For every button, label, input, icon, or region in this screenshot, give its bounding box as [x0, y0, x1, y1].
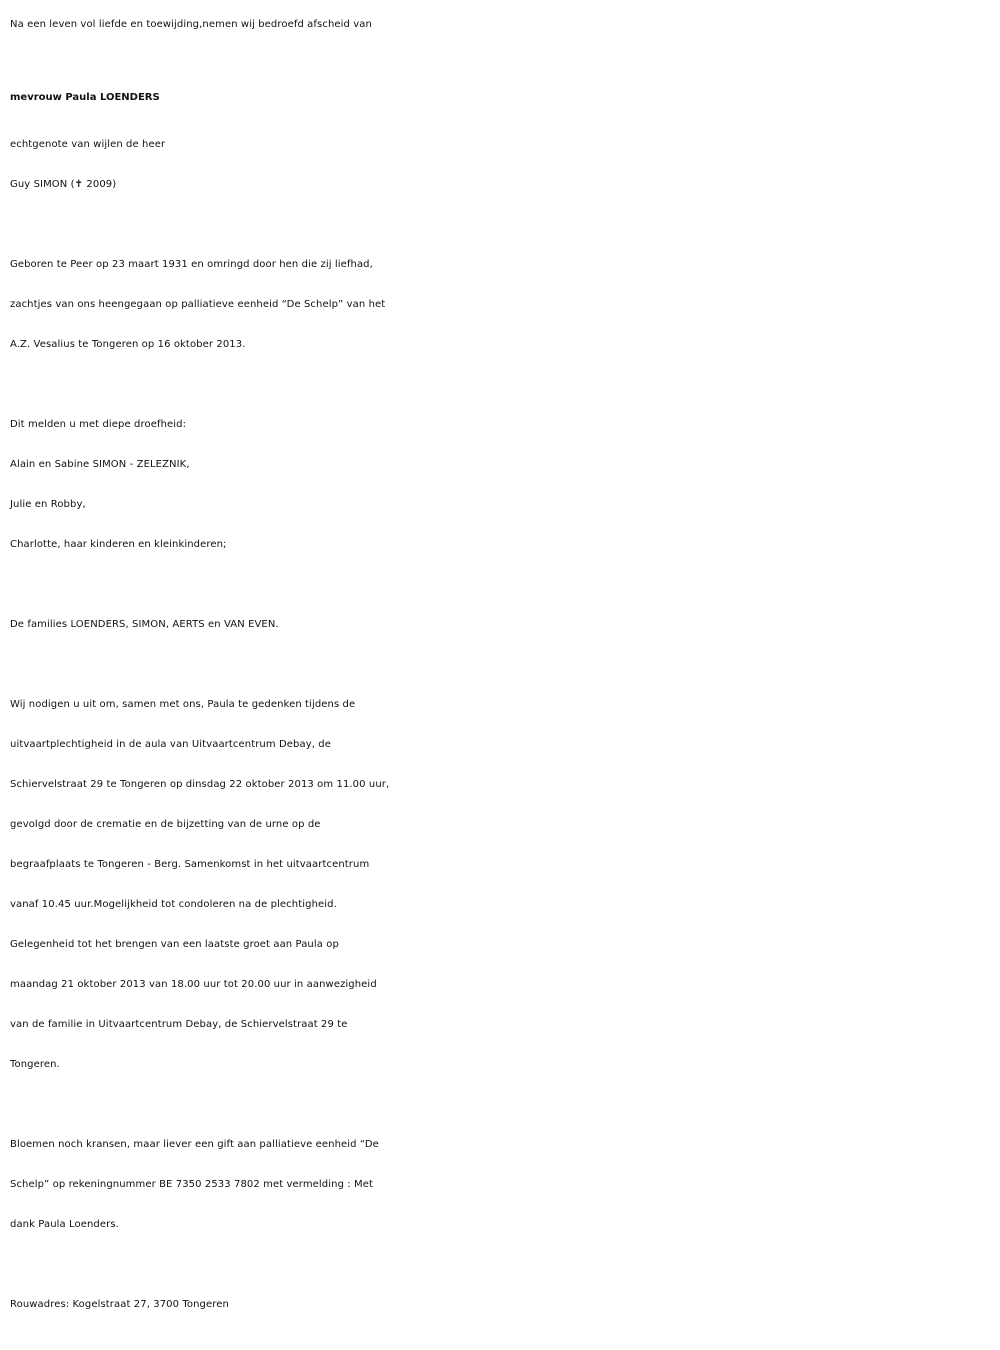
spacer — [10, 1245, 995, 1285]
ceremony-line: vanaf 10.45 uur.Mogelijkheid tot condoleren na de plechtigheid. — [10, 899, 337, 910]
mourners-line: Charlotte, haar kinderen en kleinkinderen; — [10, 539, 227, 550]
ceremony-line: Gelegenheid tot het brengen van een laatste groet aan Paula op — [10, 939, 339, 950]
obituary-document — [10, 0, 995, 1325]
flowers-line: Schelp” op rekeningnummer BE 7350 2533 7802 met vermelding : Met — [10, 1179, 374, 1190]
flowers-line: Bloemen noch kransen, maar liever een gift aan palliatieve eenheid “De — [10, 1139, 379, 1150]
spouse-line: echtgenote van wijlen de heer — [10, 139, 166, 150]
birth-death-line: A.Z. Vesalius te Tongeren op 16 oktober 2013. — [10, 339, 246, 350]
mourners-line: Julie en Robby, — [10, 499, 86, 510]
ceremony-line: begraafplaats te Tongeren - Berg. Samenkomst in het uitvaartcentrum — [10, 859, 370, 870]
spacer — [10, 205, 995, 245]
mourners-line: Dit melden u met diepe droefheid: — [10, 419, 187, 430]
ceremony-line: gevolgd door de crematie en de bijzetting van de urne op de — [10, 819, 321, 830]
deceased-name: mevrouw Paula LOENDERS — [10, 92, 160, 103]
birth-death-line: Geboren te Peer op 23 maart 1931 en omringd door hen die zij liefhad, — [10, 259, 373, 270]
ceremony-line: uitvaartplechtigheid in de aula van Uitvaartcentrum Debay, de — [10, 739, 331, 750]
families-line: De families LOENDERS, SIMON, AERTS en VAN EVEN. — [10, 619, 279, 630]
ceremony-line: Schiervelstraat 29 te Tongeren op dinsdag 22 oktober 2013 om 11.00 uur, — [10, 779, 390, 790]
birth-death-line: zachtjes van ons heengegaan op palliatieve eenheid “De Schelp” van het — [10, 299, 386, 310]
spacer — [10, 565, 995, 605]
ceremony-line: maandag 21 oktober 2013 van 18.00 uur tot 20.00 uur in aanwezigheid — [10, 979, 377, 990]
spacer — [10, 1085, 995, 1125]
address-line: Rouwadres: Kogelstraat 27, 3700 Tongeren — [10, 1299, 229, 1310]
spacer — [10, 645, 995, 685]
ceremony-line: van de familie in Uitvaartcentrum Debay, de Schiervelstraat 29 te — [10, 1019, 348, 1030]
ceremony-line: Wij nodigen u uit om, samen met ons, Paula te gedenken tijdens de — [10, 699, 356, 710]
ceremony-line: Tongeren. — [10, 1059, 60, 1070]
spouse-line: Guy SIMON (✝ 2009) — [10, 179, 117, 190]
intro-text: Na een leven vol liefde en toewijding,nemen wij bedroefd afscheid van — [10, 19, 372, 30]
flowers-line: dank Paula Loenders. — [10, 1219, 119, 1230]
spacer — [10, 365, 995, 405]
mourners-line: Alain en Sabine SIMON - ZELEZNIK, — [10, 459, 190, 470]
